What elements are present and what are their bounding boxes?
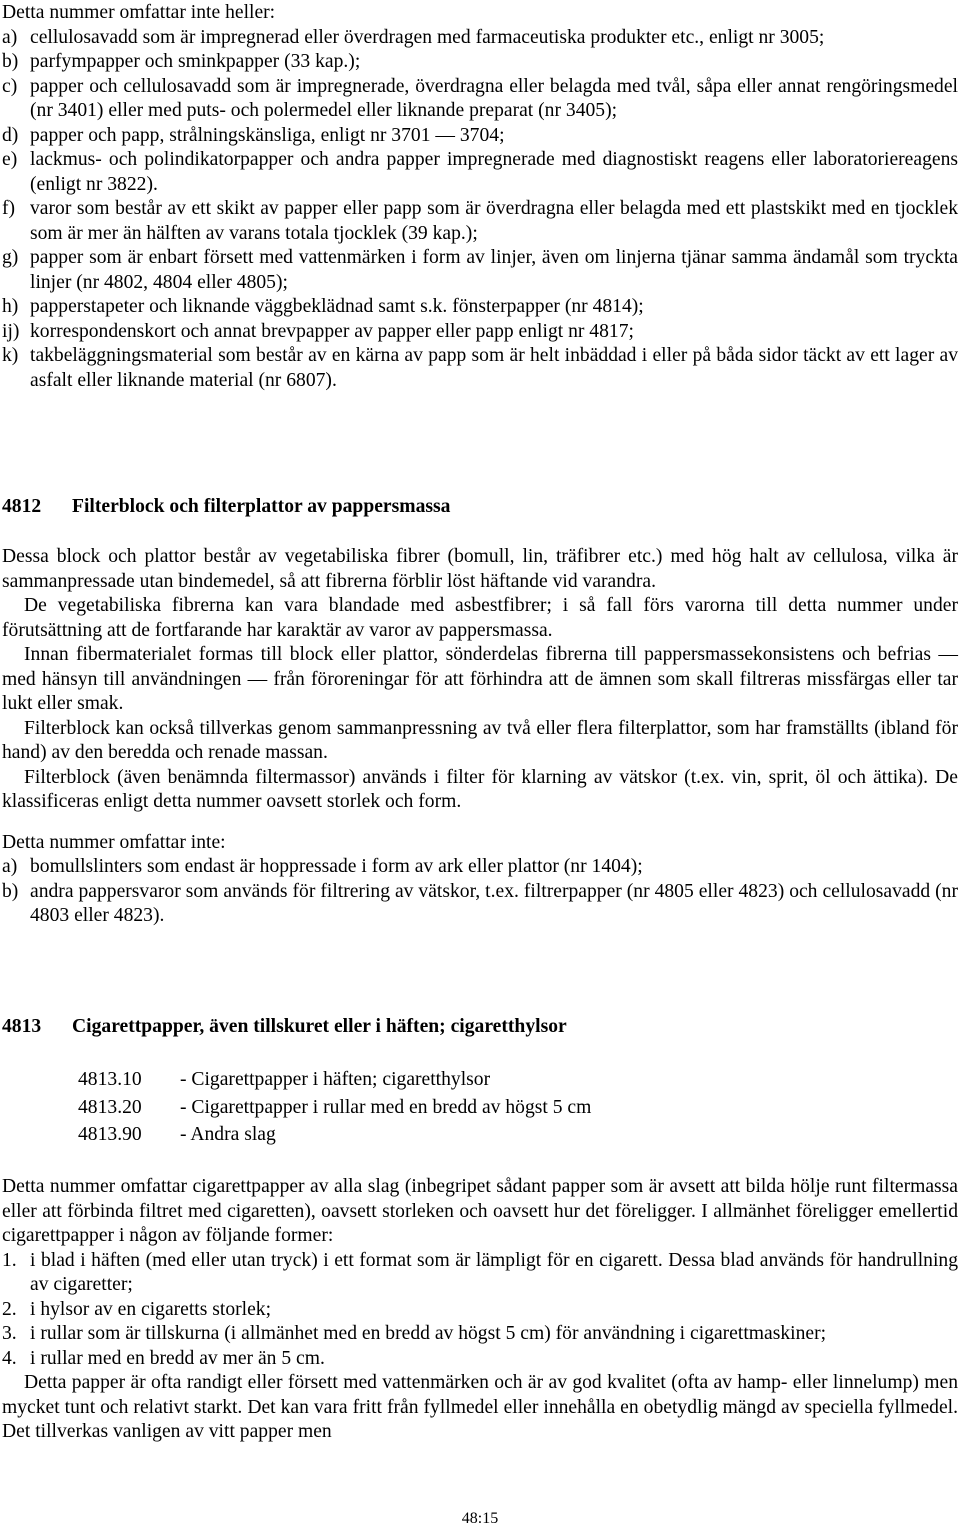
form-number: 3. (2, 1323, 17, 1344)
item-label: e) (2, 149, 18, 170)
paragraph: Filterblock kan också tillverkas genom sammanpressning av två eller flera filterplattor, som har framställts (ibland för hand) av den beredda och renade massan. (2, 717, 958, 763)
item-label: f) (2, 198, 16, 219)
item-label: c) (2, 75, 18, 97)
item-text: papperstapeter och liknande väggbeklädnad samt s.k. fönsterpapper (nr 4814); (30, 296, 644, 317)
subheading-text: - Andra slag (180, 1124, 276, 1145)
page-number: 48:15 (461, 1510, 499, 1527)
exclusions-list (2, 26, 958, 394)
subheading-row (78, 1096, 778, 1121)
exclusions-intro-4812: Detta nummer omfattar inte: (2, 831, 226, 853)
subheading-list (78, 1068, 778, 1148)
item-text: bomullslinters som endast är hoppressade i form av ark eller plattor (nr 1404); (30, 856, 643, 877)
form-item (2, 1249, 958, 1298)
item-label: b) (2, 51, 19, 72)
subheading-code: 4813.20 (78, 1096, 142, 1118)
heading-4813 (2, 1015, 958, 1040)
exclusion-item (2, 855, 958, 880)
form-text: i hylsor av en cigaretts storlek; (30, 1298, 272, 1320)
exclusion-item (2, 50, 958, 75)
item-label: g) (2, 247, 19, 268)
paragraph: Filterblock (även benämnda filtermassor) används i filter för klarning av vätskor (t.ex. vin, sprit, öl och ättika). De klassificeras enligt detta nummer oavsett storlek och form. (2, 766, 958, 812)
item-text: parfympapper och sminkpapper (33 kap.); (30, 51, 361, 72)
item-text: korrespondenskort och annat brevpapper av papper eller papp enligt nr 4817; (30, 320, 634, 342)
heading-4812 (2, 495, 958, 520)
form-text: i rullar som är tillskurna (i allmänhet med en bredd av högst 5 cm) för användning i cigarettmaskiner; (30, 1323, 827, 1344)
item-label: h) (2, 296, 19, 317)
paragraph: Dessa block och plattor består av vegetabiliska fibrer (bomull, lin, träfibrer etc.) med hög halt av cellulosa, vilka är sammanpressade utan bindemedel, så att fibrerna förblir löst häftande vid varandra. (2, 546, 958, 592)
intro-4813: Detta nummer omfattar cigarettpapper av alla slag (inbegripet sådant papper som är avsett att bilda hölje runt filtermassa eller att förbinda filtret med cigaretten), oavsett storleken och oavsett hur det föreligger. I allmänhet föreligger emellertid cigarettpapper i någon av följande former: (2, 1176, 958, 1246)
subheading-row (78, 1068, 778, 1093)
form-number: 4. (2, 1347, 17, 1369)
exclusion-item (2, 197, 958, 246)
form-text: i blad i häften (med eller utan tryck) i ett format som är lämpligt för en cigarett. Dessa blad används för handrullning av cigaretter; (30, 1249, 958, 1295)
exclusion-item (2, 880, 958, 929)
section-4812-body (2, 545, 958, 929)
item-text: cellulosavadd som är impregnerad eller överdragen med farmaceutiska produkter etc., enligt nr 3005; (30, 26, 825, 48)
paragraph: Innan fibermaterialet formas till block eller plattor, sönderdelas fibrerna till pappersmassekonsistens och befrias — med hänsyn till användningen — från föroreningar för att förhindra att de ämnen som skall filtreras missfärgas eller tar lukt eller smak. (2, 644, 958, 714)
item-label: a) (2, 26, 18, 48)
item-text: takbeläggningsmaterial som består av en kärna av papp som är helt inbäddad i eller på båda sidor täckt av ett lager av asfalt eller liknande material (nr 6807). (30, 345, 958, 391)
paragraphs (2, 545, 958, 815)
item-label: b) (2, 880, 19, 902)
item-label: ij) (2, 320, 20, 342)
exclusion-item (2, 26, 958, 51)
item-text: andra pappersvaror som används för filtrering av vätskor, t.ex. filtrerpapper (nr 4805 eller 4823) och cellulosavadd (nr 4803 eller 4823). (30, 880, 958, 926)
exclusion-item (2, 124, 958, 149)
exclusion-item (2, 246, 958, 295)
item-label: k) (2, 345, 19, 366)
exclusions-list-4812 (2, 855, 958, 929)
form-item (2, 1298, 958, 1323)
subheadings-4813 (78, 1068, 778, 1151)
heading-title: Filterblock och filterplattor av pappersmassa (72, 496, 451, 517)
item-label: d) (2, 124, 19, 146)
heading-number: 4813 (2, 1016, 42, 1037)
exclusion-item (2, 320, 958, 345)
heading-number: 4812 (2, 496, 42, 517)
form-number: 1. (2, 1249, 17, 1271)
exclusion-item (2, 75, 958, 124)
item-text: varor som består av ett skikt av papper eller papp som är överdragna eller belagda med ett plastskikt med en tjocklek som är mer än hälften av varans totala tjocklek (39 kap.); (30, 198, 958, 244)
form-number: 2. (2, 1298, 17, 1320)
exclusion-item (2, 148, 958, 197)
form-item (2, 1347, 958, 1372)
exclusion-item (2, 344, 958, 393)
item-text: lackmus- och polindikatorpapper och andra papper impregnerade med diagnostiskt reagens eller laboratoriereagens (enligt nr 3822). (30, 149, 958, 195)
item-text: papper och papp, strålningskänsliga, enligt nr 3701 — 3704; (30, 124, 505, 146)
subheading-text: - Cigarettpapper i rullar med en bredd av högst 5 cm (180, 1096, 592, 1118)
exclusions-top (2, 1, 958, 393)
paragraph: De vegetabiliska fibrerna kan vara blandade med asbestfibrer; i så fall förs varorna till detta nummer under förutsättning att de fortfarande har karaktär av varor av pappersmassa. (2, 595, 958, 641)
form-text: i rullar med en bredd av mer än 5 cm. (30, 1347, 325, 1369)
closing-4813: Detta papper är ofta randigt eller försett med vattenmärken och är av god kvalitet (ofta av hamp- eller linnelump) men mycket tunt och relativt starkt. Det kan vara fritt från fyllmedel eller innehålla en obetydlig mängd av speciella fyllmedel. Det tillverkas vanligen av vitt papper men (2, 1372, 958, 1442)
subheading-code: 4813.10 (78, 1069, 142, 1090)
item-text: papper som är enbart försett med vattenmärken i form av linjer, även om linjerna tjänar samma ändamål som tryckta linjer (nr 4802, 4804 eller 4805); (30, 247, 958, 293)
exclusions-intro: Detta nummer omfattar inte heller: (2, 2, 276, 23)
item-label: a) (2, 856, 18, 877)
form-item (2, 1322, 958, 1347)
subheading-code: 4813.90 (78, 1124, 142, 1145)
subheading-row (78, 1123, 778, 1148)
heading-title: Cigarettpapper, även tillskuret eller i häften; cigaretthylsor (72, 1016, 567, 1037)
subheading-text: - Cigarettpapper i häften; cigaretthylsor (180, 1069, 491, 1090)
forms-list (2, 1249, 958, 1372)
item-text: papper och cellulosavadd som är impregnerade, överdragna eller belagda med tvål, såpa eller annat rengöringsmedel (nr 3401) eller med puts- och polermedel eller liknande preparat (nr 3405); (30, 75, 958, 121)
exclusion-item (2, 295, 958, 320)
section-4813-body (2, 1175, 958, 1445)
